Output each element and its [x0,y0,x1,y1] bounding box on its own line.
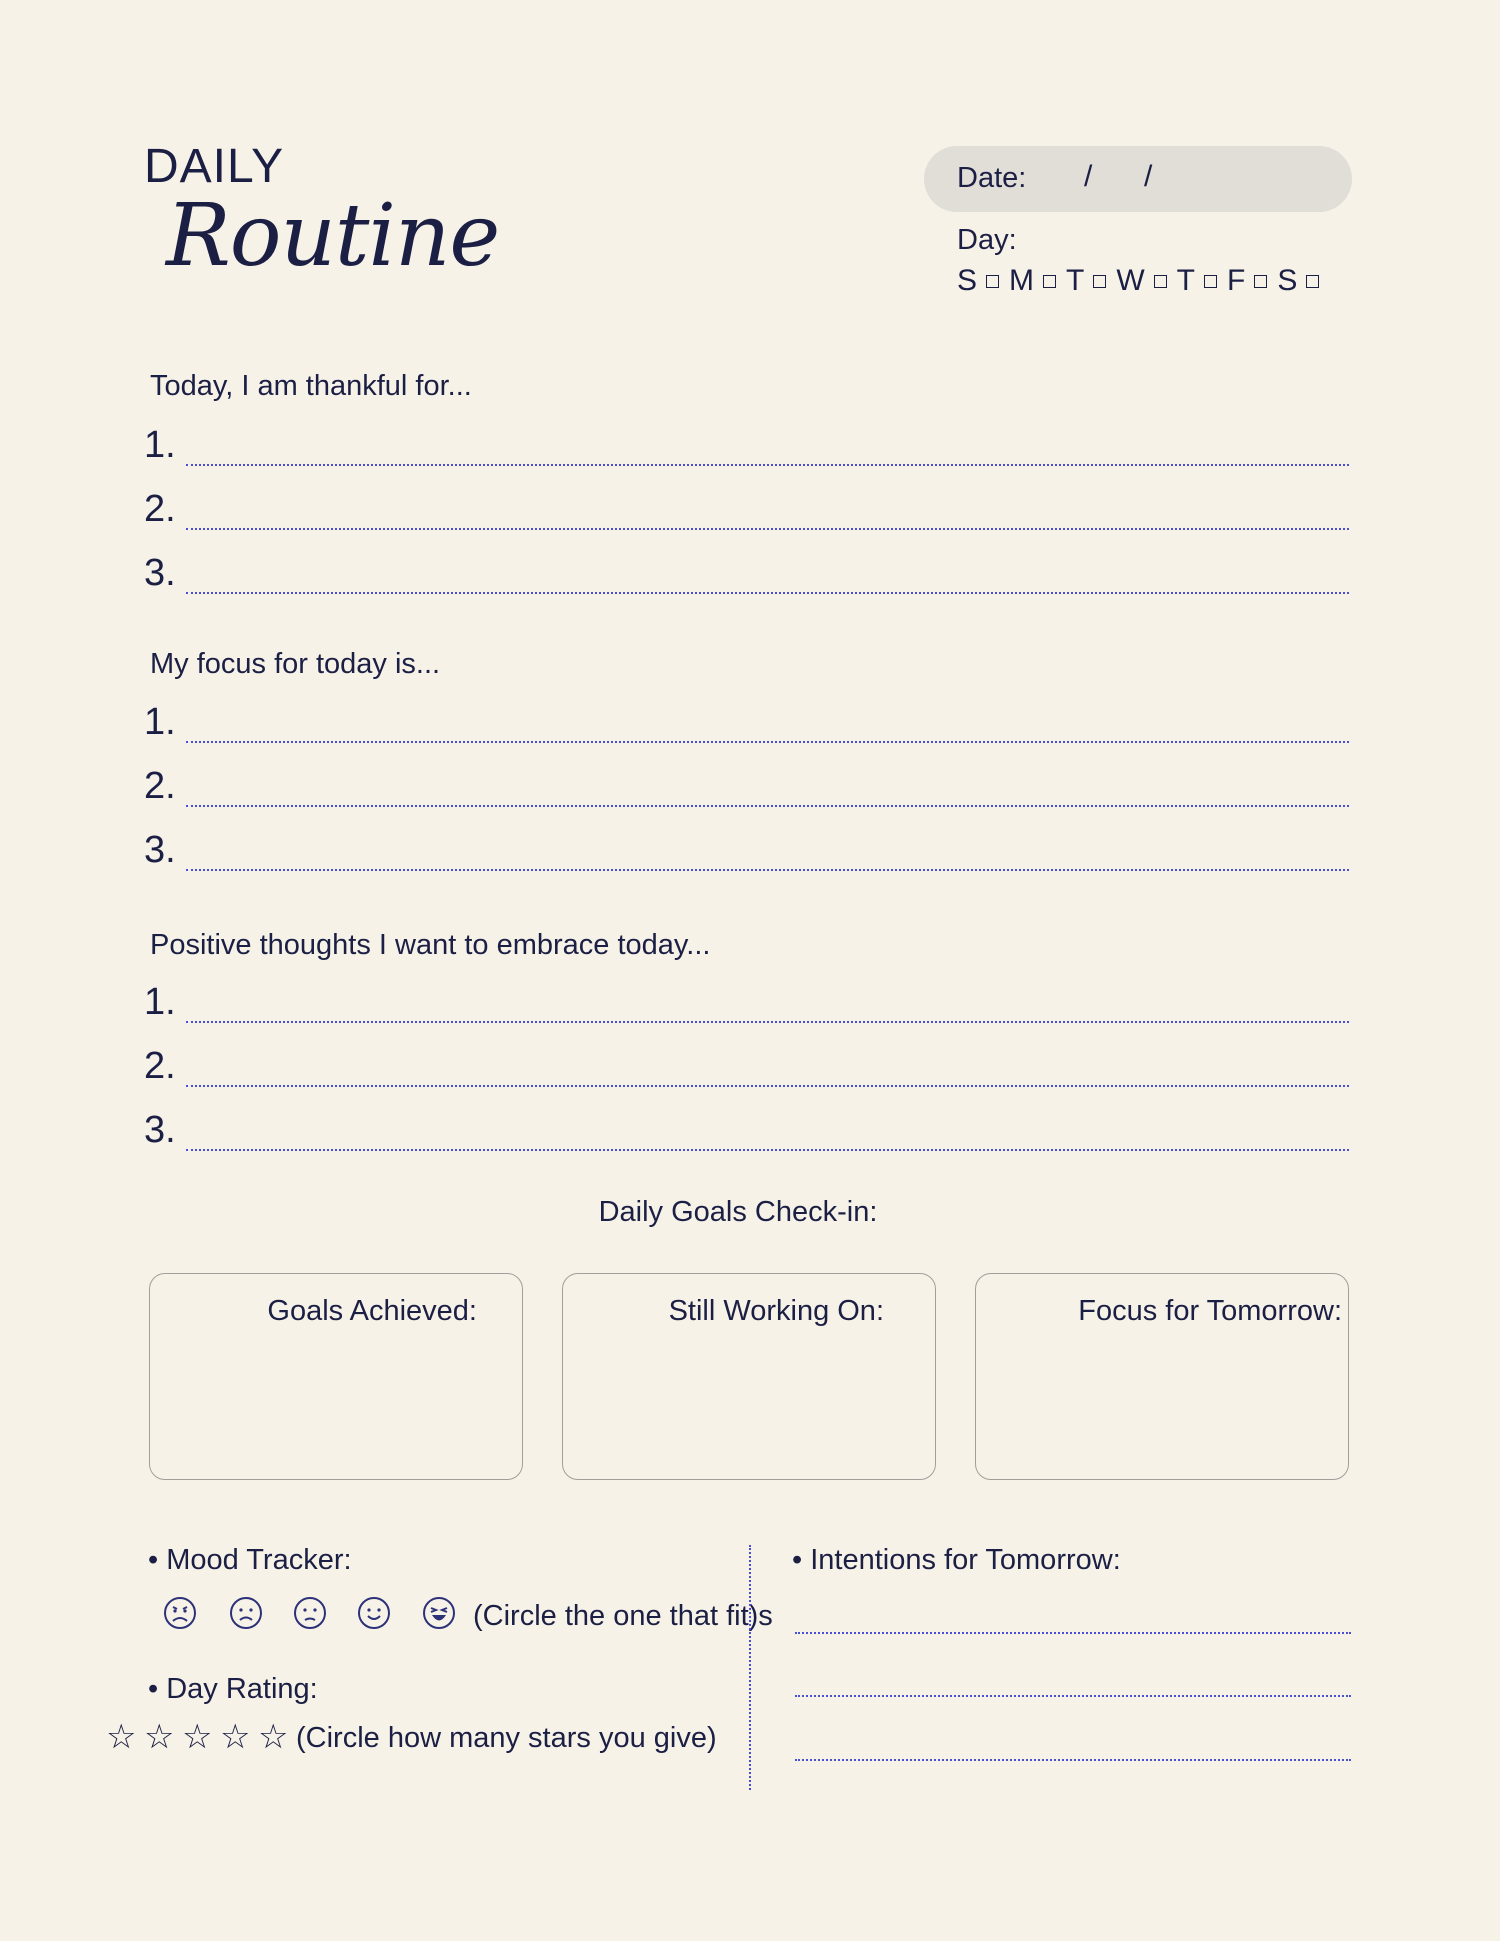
intention-line-1[interactable] [795,1632,1351,1634]
day-letter: F [1227,264,1246,297]
star-icon[interactable]: ☆ [258,1718,289,1756]
focus-line-2[interactable] [186,805,1349,807]
day-checkbox[interactable] [1306,275,1319,288]
date-label: Date: [957,162,1027,194]
list-number: 3. [144,552,176,594]
intention-line-2[interactable] [795,1695,1351,1697]
rating-instruction: (Circle how many stars you give) [296,1722,717,1754]
day-letter: S [957,264,978,297]
thankful-line-2[interactable] [186,528,1349,530]
mood-tracker-label: • Mood Tracker: [148,1544,352,1576]
day-letter: S [1277,264,1298,297]
list-number: 3. [144,829,176,871]
focus-line-3[interactable] [186,869,1349,871]
very-sad-face-icon[interactable] [163,1596,197,1630]
laughing-face-icon[interactable] [422,1596,456,1630]
sad-face-icon[interactable] [229,1596,263,1630]
day-rating-label: • Day Rating: [148,1673,318,1705]
star-icon[interactable]: ☆ [106,1718,137,1756]
thankful-heading: Today, I am thankful for... [150,370,472,402]
list-number: 1. [144,981,176,1023]
intentions-label: • Intentions for Tomorrow: [792,1544,1121,1576]
day-letter: T [1066,264,1085,297]
thankful-line-3[interactable] [186,592,1349,594]
day-checkbox[interactable] [1093,275,1106,288]
day-checkbox[interactable] [1254,275,1267,288]
day-letter: W [1116,264,1145,297]
day-checkbox[interactable] [1154,275,1167,288]
focus-line-1[interactable] [186,741,1349,743]
list-number: 2. [144,1045,176,1087]
still-working-on-label: Still Working On: [668,1295,884,1327]
day-label: Day: [957,224,1017,256]
goals-heading: Daily Goals Check-in: [598,1196,878,1228]
neutral-sad-face-icon[interactable] [293,1596,327,1630]
list-number: 1. [144,701,176,743]
day-letter: M [1009,264,1035,297]
column-divider [749,1545,751,1790]
thankful-line-1[interactable] [186,464,1349,466]
mood-instruction: (Circle the one that fit)s [473,1600,773,1632]
goals-achieved-label: Goals Achieved: [267,1295,477,1327]
intention-line-3[interactable] [795,1759,1351,1761]
star-icon[interactable]: ☆ [182,1718,213,1756]
star-icon[interactable]: ☆ [144,1718,175,1756]
day-checkbox[interactable] [1204,275,1217,288]
focus-tomorrow-label: Focus for Tomorrow: [1078,1295,1342,1327]
list-number: 1. [144,424,176,466]
day-checkbox[interactable] [1043,275,1056,288]
day-checkbox-row [957,264,1323,298]
title-daily: DAILY [144,140,285,193]
smile-face-icon[interactable] [357,1596,391,1630]
day-checkbox[interactable] [986,275,999,288]
title-routine: Routine [166,186,500,286]
focus-heading: My focus for today is... [150,648,441,680]
positive-line-3[interactable] [186,1149,1349,1151]
star-icon[interactable]: ☆ [220,1718,251,1756]
positive-line-2[interactable] [186,1085,1349,1087]
positive-thoughts-heading: Positive thoughts I want to embrace today... [150,929,711,961]
list-number: 3. [144,1109,176,1151]
list-number: 2. [144,765,176,807]
list-number: 2. [144,488,176,530]
positive-line-1[interactable] [186,1021,1349,1023]
date-separator: / [1084,160,1093,193]
day-letter: T [1176,264,1195,297]
date-separator: / [1144,160,1153,193]
